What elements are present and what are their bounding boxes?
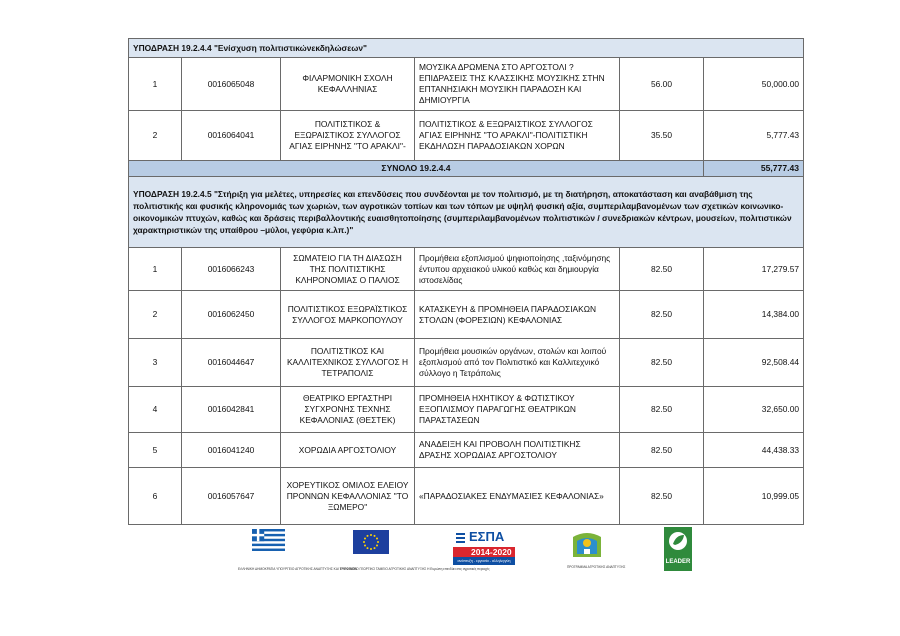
project-title: Προμήθεια εξοπλισμού ψηφιοποίησης ,ταξινόμησης έντυπου αρχειακού υλικού καθώς και δημιουργία ιστοσελίδας xyxy=(415,248,620,291)
espa-label: ΕΣΠΑ xyxy=(469,529,505,544)
total-label: ΣΥΝΟΛΟ 19.2.4.4 xyxy=(129,161,704,177)
row-number: 2 xyxy=(129,111,182,161)
section-header-19-2-4-5 xyxy=(129,177,804,248)
project-title: «ΠΑΡΑΔΟΣΙΑΚΕΣ ΕΝΔΥΜΑΣΙΕΣ ΚΕΦΑΛΟΝΙΑΣ» xyxy=(415,468,620,525)
total-row xyxy=(129,161,804,177)
application-code: 0016041240 xyxy=(182,433,281,468)
row-number: 1 xyxy=(129,58,182,111)
rural-programme-emblem-icon xyxy=(567,527,607,561)
table-row xyxy=(129,291,804,339)
table-row xyxy=(129,111,804,161)
leader-leaf-icon xyxy=(664,527,692,553)
rural-programme-caption: ΠΡΟΓΡΑΜΜΑ ΑΓΡΟΤΙΚΗΣ ΑΝΑΠΤΥΞΗΣ xyxy=(567,565,626,569)
score: 82.50 xyxy=(620,291,704,339)
eu-eafrd-caption: ΕΥΡΩΠΑΪΚΟ ΓΕΩΡΓΙΚΟ ΤΑΜΕΙΟ ΑΓΡΟΤΙΚΗΣ ΑΝΑΠΤΥΞΗΣ Η Ευρώπη επενδύει στις αγροτικές περιοχές xyxy=(340,567,490,571)
row-number: 4 xyxy=(129,387,182,433)
greek-flag-icon xyxy=(238,527,300,563)
beneficiary-name: ΦΙΛΑΡΜΟΝΙΚΗ ΣΧΟΛΗ ΚΕΦΑΛΛΗΝΙΑΣ xyxy=(281,58,415,111)
amount: 92,508.44 xyxy=(704,339,804,387)
amount: 50,000.00 xyxy=(704,58,804,111)
application-code: 0016057647 xyxy=(182,468,281,525)
score: 82.50 xyxy=(620,468,704,525)
beneficiary-name: ΧΟΡΩΔΙΑ ΑΡΓΟΣΤΟΛΙΟΥ xyxy=(281,433,415,468)
section-title: ΥΠΟΔΡΑΣΗ 19.2.4.4 "Ενίσχυση πολιτιστικώνεκδηλώσεων" xyxy=(129,39,804,58)
amount: 10,999.05 xyxy=(704,468,804,525)
project-title: ΠΟΛΙΤΙΣΤΙΚΟΣ & ΕΞΩΡΑΙΣΤΙΚΟΣ ΣΥΛΛΟΓΟΣ ΑΓΙΑΣ ΕΙΡΗΝΗΣ "ΤΟ ΑΡΑΚΛΙ"-ΠΟΛΙΤΙΣΤΙΚΗ ΕΚΔΗΛΩΣΗ ΠΑΡΑΔΟΣΙΑΚΩΝ ΧΟΡΩΝ xyxy=(415,111,620,161)
application-code: 0016044647 xyxy=(182,339,281,387)
row-number: 3 xyxy=(129,339,182,387)
eu-flag-icon xyxy=(340,527,402,563)
score: 82.50 xyxy=(620,387,704,433)
table-row xyxy=(129,339,804,387)
score: 82.50 xyxy=(620,248,704,291)
project-title: ΚΑΤΑΣΚΕΥΗ & ΠΡΟΜΗΘΕΙΑ ΠΑΡΑΔΟΣΙΑΚΩΝ ΣΤΟΛΩΝ (ΦΟΡΕΣΙΩΝ) ΚΕΦΑΛΟΝΙΑΣ xyxy=(415,291,620,339)
row-number: 1 xyxy=(129,248,182,291)
beneficiary-name: ΠΟΛΙΤΙΣΤΙΚΟΣ ΚΑΙ ΚΑΛΛΙΤΕΧΝΙΚΟΣ ΣΥΛΛΟΓΟΣ Η ΤΕΤΡΑΠΟΛΙΣ xyxy=(281,339,415,387)
application-code: 0016064041 xyxy=(182,111,281,161)
table-row xyxy=(129,468,804,525)
greek-ministry-caption: ΕΛΛΗΝΙΚΗ ΔΗΜΟΚΡΑΤΙΑ ΥΠΟΥΡΓΕΙΟ ΑΓΡΟΤΙΚΗΣ ΑΝΑΠΤΥΞΗΣ ΚΑΙ ΤΡΟΦΙΜΩΝ xyxy=(238,567,357,571)
project-title: ΜΟΥΣΙΚΑ ΔΡΩΜΕΝΑ ΣΤΟ ΑΡΓΟΣΤΟΛΙ ? ΕΠΙΔΡΑΣΕΙΣ ΤΗΣ ΚΛΑΣΣΙΚΗΣ ΜΟΥΣΙΚΗΣ ΣΤΗΝ ΕΠΤΑΝΗΣΙΑΚΗ ΜΟΥΣΙΚΗ ΠΑΡΑΔΟΣΗ ΚΑΙ ΔΗΜΙΟΥΡΓΙΑ xyxy=(415,58,620,111)
total-value: 55,777.43 xyxy=(704,161,804,177)
beneficiary-name: ΠΟΛΙΤΙΣΤΙΚΟΣ ΕΞΩΡΑΪΣΤΙΚΟΣ ΣΥΛΛΟΓΟΣ ΜΑΡΚΟΠΟΥΛΟΥ xyxy=(281,291,415,339)
section-header-19-2-4-4 xyxy=(129,39,804,58)
score: 82.50 xyxy=(620,339,704,387)
application-code: 0016066243 xyxy=(182,248,281,291)
amount: 17,279.57 xyxy=(704,248,804,291)
leader-logo xyxy=(664,527,692,571)
application-code: 0016062450 xyxy=(182,291,281,339)
amount: 14,384.00 xyxy=(704,291,804,339)
table-row xyxy=(129,433,804,468)
beneficiary-name: ΠΟΛΙΤΙΣΤΙΚΟΣ & ΕΞΩΡΑΙΣΤΙΚΟΣ ΣΥΛΛΟΓΟΣ ΑΓΙΑΣ ΕΙΡΗΝΗΣ "ΤΟ ΑΡΑΚΛΙ"- xyxy=(281,111,415,161)
project-title: ΑΝΑΔΕΙΞΗ ΚΑΙ ΠΡΟΒΟΛΗ ΠΟΛΙΤΙΣΤΙΚΗΣ ΔΡΑΣΗΣ ΧΟΡΩΔΙΑΣ ΑΡΓΟΣΤΟΛΙΟΥ xyxy=(415,433,620,468)
amount: 44,438.33 xyxy=(704,433,804,468)
section-title: ΥΠΟΔΡΑΣΗ 19.2.4.5 "Στήριξη για μελέτες, υπηρεσίες και επενδύσεις που συνδέονται με τον πολιτισμό, με τη διατήρηση, αποκατάσταση και αναβάθμιση της πολιτιστικής και φυσικής κληρονομιάς των χωριών, των αγροτικών τοπίων και των τόπων με υψηλή φυσική αξία, συμπεριλαμβανομένων των σχετικών κοινωνικο-οικονομικών πτυχών, καθώς και δράσεις περιβαλλοντικής ευαισθητοποίησης (συμπεριλαμβανομένων πολιτιστικών / συνεδριακών κέντρων, μουσείων, πολιτιστικών χαρακτηριστικών της υπαίθρου –μύλοι, γεφύρια κ.λπ.)" xyxy=(129,177,804,248)
project-title: Προμήθεια μουσικών οργάνων, στολών και λοιπού εξοπλισμού από τον Πολιτιστικό και Καλλιτεχνικό σύλλογο η Τετράπολις xyxy=(415,339,620,387)
row-number: 5 xyxy=(129,433,182,468)
project-title: ΠΡΟΜΗΘΕΙΑ ΗΧΗΤΙΚΟΥ & ΦΩΤΙΣΤΙΚΟΥ ΕΞΟΠΛΙΣΜΟΥ ΠΑΡΑΓΩΓΗΣ ΘΕΑΤΡΙΚΩΝ ΠΑΡΑΣΤΑΣΕΩΝ xyxy=(415,387,620,433)
greek-ministry-logo xyxy=(238,527,357,572)
espa-years: 2014-2020 xyxy=(471,547,512,557)
application-code: 0016065048 xyxy=(182,58,281,111)
rural-development-programme-logo xyxy=(567,527,626,570)
score: 35.50 xyxy=(620,111,704,161)
row-number: 2 xyxy=(129,291,182,339)
table-row xyxy=(129,58,804,111)
results-sheet xyxy=(128,38,803,525)
funding-logos-bar xyxy=(0,527,900,573)
leader-label: LEADER xyxy=(665,559,691,565)
score: 56.00 xyxy=(620,58,704,111)
row-number: 6 xyxy=(129,468,182,525)
amount: 5,777.43 xyxy=(704,111,804,161)
espa-logo xyxy=(453,527,515,567)
beneficiary-name: ΣΩΜΑΤΕΙΟ ΓΙΑ ΤΗ ΔΙΑΣΩΣΗ ΤΗΣ ΠΟΛΙΤΙΣΤΙΚΗΣ ΚΛΗΡΟΝΟΜΙΑΣ Ο ΠΑΛΙΟΣ xyxy=(281,248,415,291)
score: 82.50 xyxy=(620,433,704,468)
results-table xyxy=(128,38,804,525)
application-code: 0016042841 xyxy=(182,387,281,433)
beneficiary-name: ΘΕΑΤΡΙΚΟ ΕΡΓΑΣΤΗΡΙ ΣΥΓΧΡΟΝΗΣ ΤΕΧΝΗΣ ΚΕΦΑΛΟΝΙΑΣ (ΘΕΣΤΕΚ) xyxy=(281,387,415,433)
table-row xyxy=(129,248,804,291)
amount: 32,650.00 xyxy=(704,387,804,433)
table-row xyxy=(129,387,804,433)
beneficiary-name: ΧΟΡΕΥΤΙΚΟΣ ΟΜΙΛΟΣ ΕΛΕΙΟΥ ΠΡΟΝΝΩΝ ΚΕΦΑΛΛΟΝΙΑΣ "ΤΟ ΞΩΜΕΡΟ" xyxy=(281,468,415,525)
espa-tagline: ανάπτυξη - εργασία - αλληλεγγύη xyxy=(457,559,511,563)
